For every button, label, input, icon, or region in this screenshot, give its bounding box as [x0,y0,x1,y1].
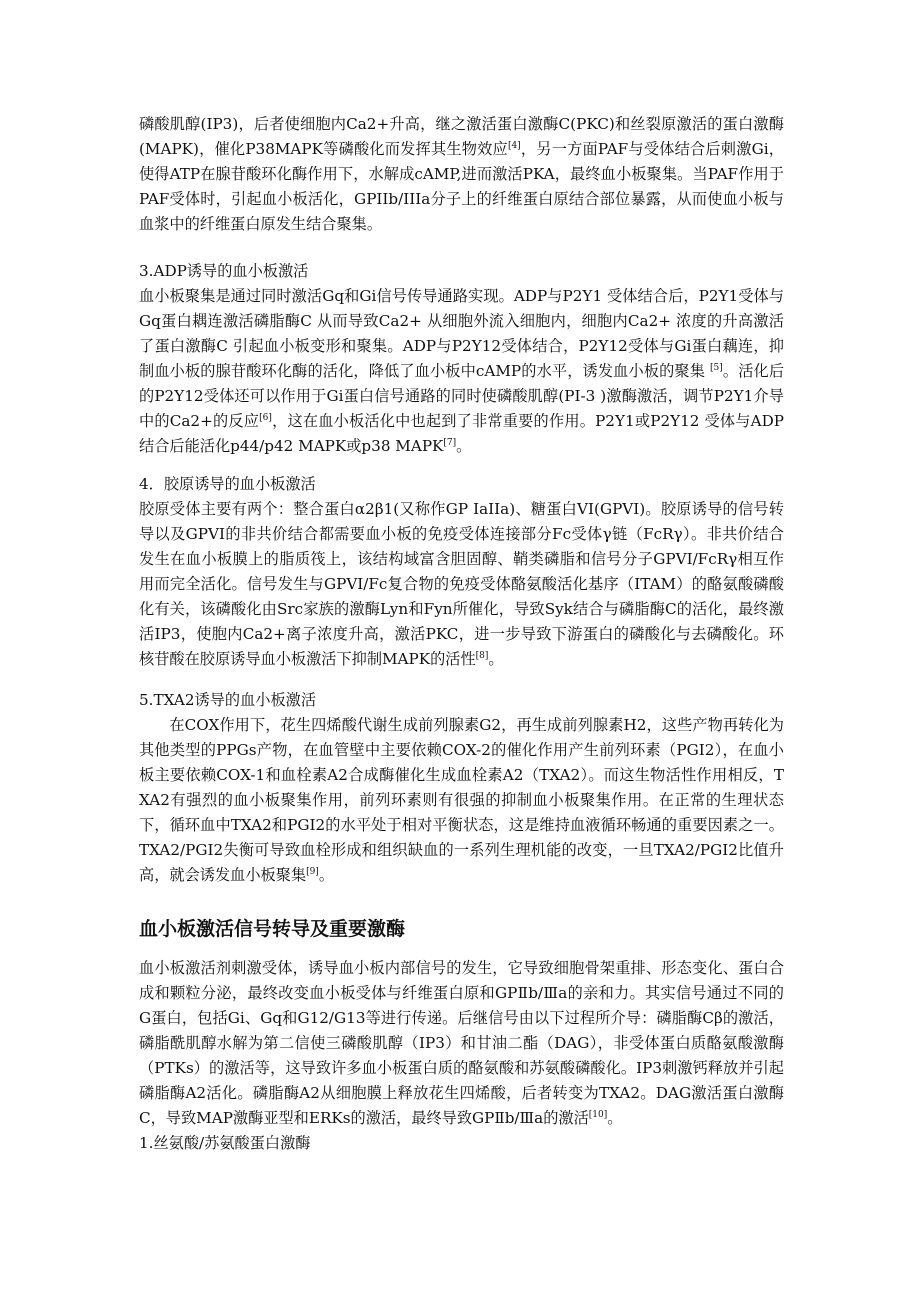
section-collagen [139,472,784,672]
paragraph-text: 。 [488,650,504,668]
paragraph-paf [139,112,784,237]
citation-ref: [6] [259,413,272,423]
paragraph-text: 磷酸肌醇(IP3)，后者使细胞内Ca2+升高，继之激活蛋白激酶C(PKC)和丝裂原激活的蛋白激酶(MAPK)，催化P38MAPK等磷酸化而发挥其生物效应 [139,115,784,158]
citation-ref: [4] [507,141,521,151]
paragraph-text: 。活化后的P2Y12受体还可以作用于Gi蛋白信号通路的同时使磷酸肌醇(PI-3 )激酶激活，调节P2Y1介导中的Ca2+的反应 [139,362,785,430]
paragraph-text: 。 [318,866,334,884]
paragraph-text: ，另一方面PAF与受体结合后刺激Gi，使得ATP在腺苷酸环化酶作用下，水解成cAMP,进而激活PKA，最终血小板聚集。当PAF作用于PAF受体时，引起血小板活化，GPIIb/IIIa分子上的纤维蛋白原结合部位暴露，从而使血小板与血浆中的纤维蛋白原发生结合聚集。 [139,140,784,233]
paragraph-text: 在COX作用下，花生四烯酸代谢生成前列腺素G2，再生成前列腺素H2，这些产物再转化为其他类型的PPGs产物，在血管壁中主要依赖COX-2的催化作用产生前列环素（PGI2），在血小板主要依赖COX-1和血栓素A2合成酶催化生成血栓素A2（TXA2）。而这生物活性作用相反，TXA2有强烈的血小板聚集作用，前列环素则有很强的抑制血小板聚集作用。在正常的生理状态下，循环血中TXA2和PGI2的水平处于相对平衡状态，这是维持血液循环畅通的重要因素之一。TXA2/PGI2失衡可导致血栓形成和组织缺血的一系列生理机能的改变，一旦TXA2/PGI2比值升高，就会诱发血小板聚集 [139,716,784,884]
paragraph-text: 。 [607,1109,623,1127]
section-heading: 4．胶原诱导的血小板激活 [139,475,316,493]
section-adp [139,259,784,459]
section-txa2 [139,688,784,888]
section-signal-transduction [139,914,784,1156]
section-heading: 5.TXA2诱导的血小板激活 [139,691,317,709]
citation-ref: [8] [475,651,489,661]
citation-ref: [5] [710,363,723,373]
paragraph-text: 血小板聚集是通过同时激活Gq和Gi信号传导通路实现。ADP与P2Y1 受体结合后，P2Y1受体与Gq蛋白耦连激活磷脂酶C 从而导致Ca2+ 从细胞外流入细胞内，细胞内Ca2+ 浓度的升高激活了蛋白激酶C 引起血小板变形和聚集。ADP与P2Y12受体结合，P2Y12受体与Gi蛋白藕连，抑制血小板的腺苷酸环化酶的活化，降低了血小板中cAMP的水平，诱发血小板的聚集 [139,287,784,380]
citation-ref: [9] [306,867,319,877]
section-title: 血小板激活信号转导及重要激酶 [139,918,406,940]
section-heading: 3.ADP诱导的血小板激活 [139,262,309,280]
paragraph-text: ，这在血小板活化中也起到了非常重要的作用。P2Y1或P2Y12 受体与ADP结合后能活化p44/p42 MAPK或p38 MAPK [139,412,784,455]
paragraph-text: 血小板激活剂刺激受体，诱导血小板内部信号的发生，它导致细胞骨架重排、形态变化、蛋白合成和颗粒分泌，最终改变血小板受体与纤维蛋白原和GPⅡb/Ⅲa的亲和力。其实信号通过不同的G蛋白，包括Gi、Gq和G12/G13等进行传递。后继信号由以下过程所介导：磷脂酶Cβ的激活，磷脂酰肌醇水解为第二信使三磷酸肌醇（IP3）和甘油二酯（DAG），非受体蛋白质酪氨酸激酶（PTKs）的激活等，这导致许多血小板蛋白质的酪氨酸和苏氨酸磷酸化。IP3刺激钙释放并引起磷脂酶A2活化。磷脂酶A2从细胞膜上释放花生四烯酸，后者转变为TXA2。DAG激活蛋白激酶C，导致MAP激酶亚型和ERKs的激活，最终导致GPⅡb/Ⅲa的激活 [139,959,784,1127]
citation-ref: [10] [588,1110,608,1120]
paragraph-text: 。 [456,437,472,455]
paragraph-text: 胶原受体主要有两个：整合蛋白α2β1(又称作GP IaIIa)、糖蛋白VI(GPVI)。胶原诱导的信号转导以及GPVI的非共价结合都需要血小板的免疫受体连接部分Fc受体γ链（FcRγ）。非共价结合发生在血小板膜上的脂质筏上，该结构域富含胆固醇、鞘类磷脂和信号分子GPVI/FcRγ相互作用而完全活化。信号发生与GPVI/Fc复合物的免疫受体酪氨酸活化基序（ITAM）的酪氨酸磷酸化有关，该磷酸化由Src家族的激酶Lyn和Fyn所催化，导致Syk结合与磷脂酶C的活化，最终激活IP3，使胞内Ca2+离子浓度升高，激活PKC，进一步导致下游蛋白的磷酸化与去磷酸化。环核苷酸在胶原诱导血小板激活下抑制MAPK的活性 [139,500,784,668]
citation-ref: [7] [443,438,457,448]
subsection-heading: 1.丝氨酸/苏氨酸蛋白激酶 [139,1134,311,1152]
